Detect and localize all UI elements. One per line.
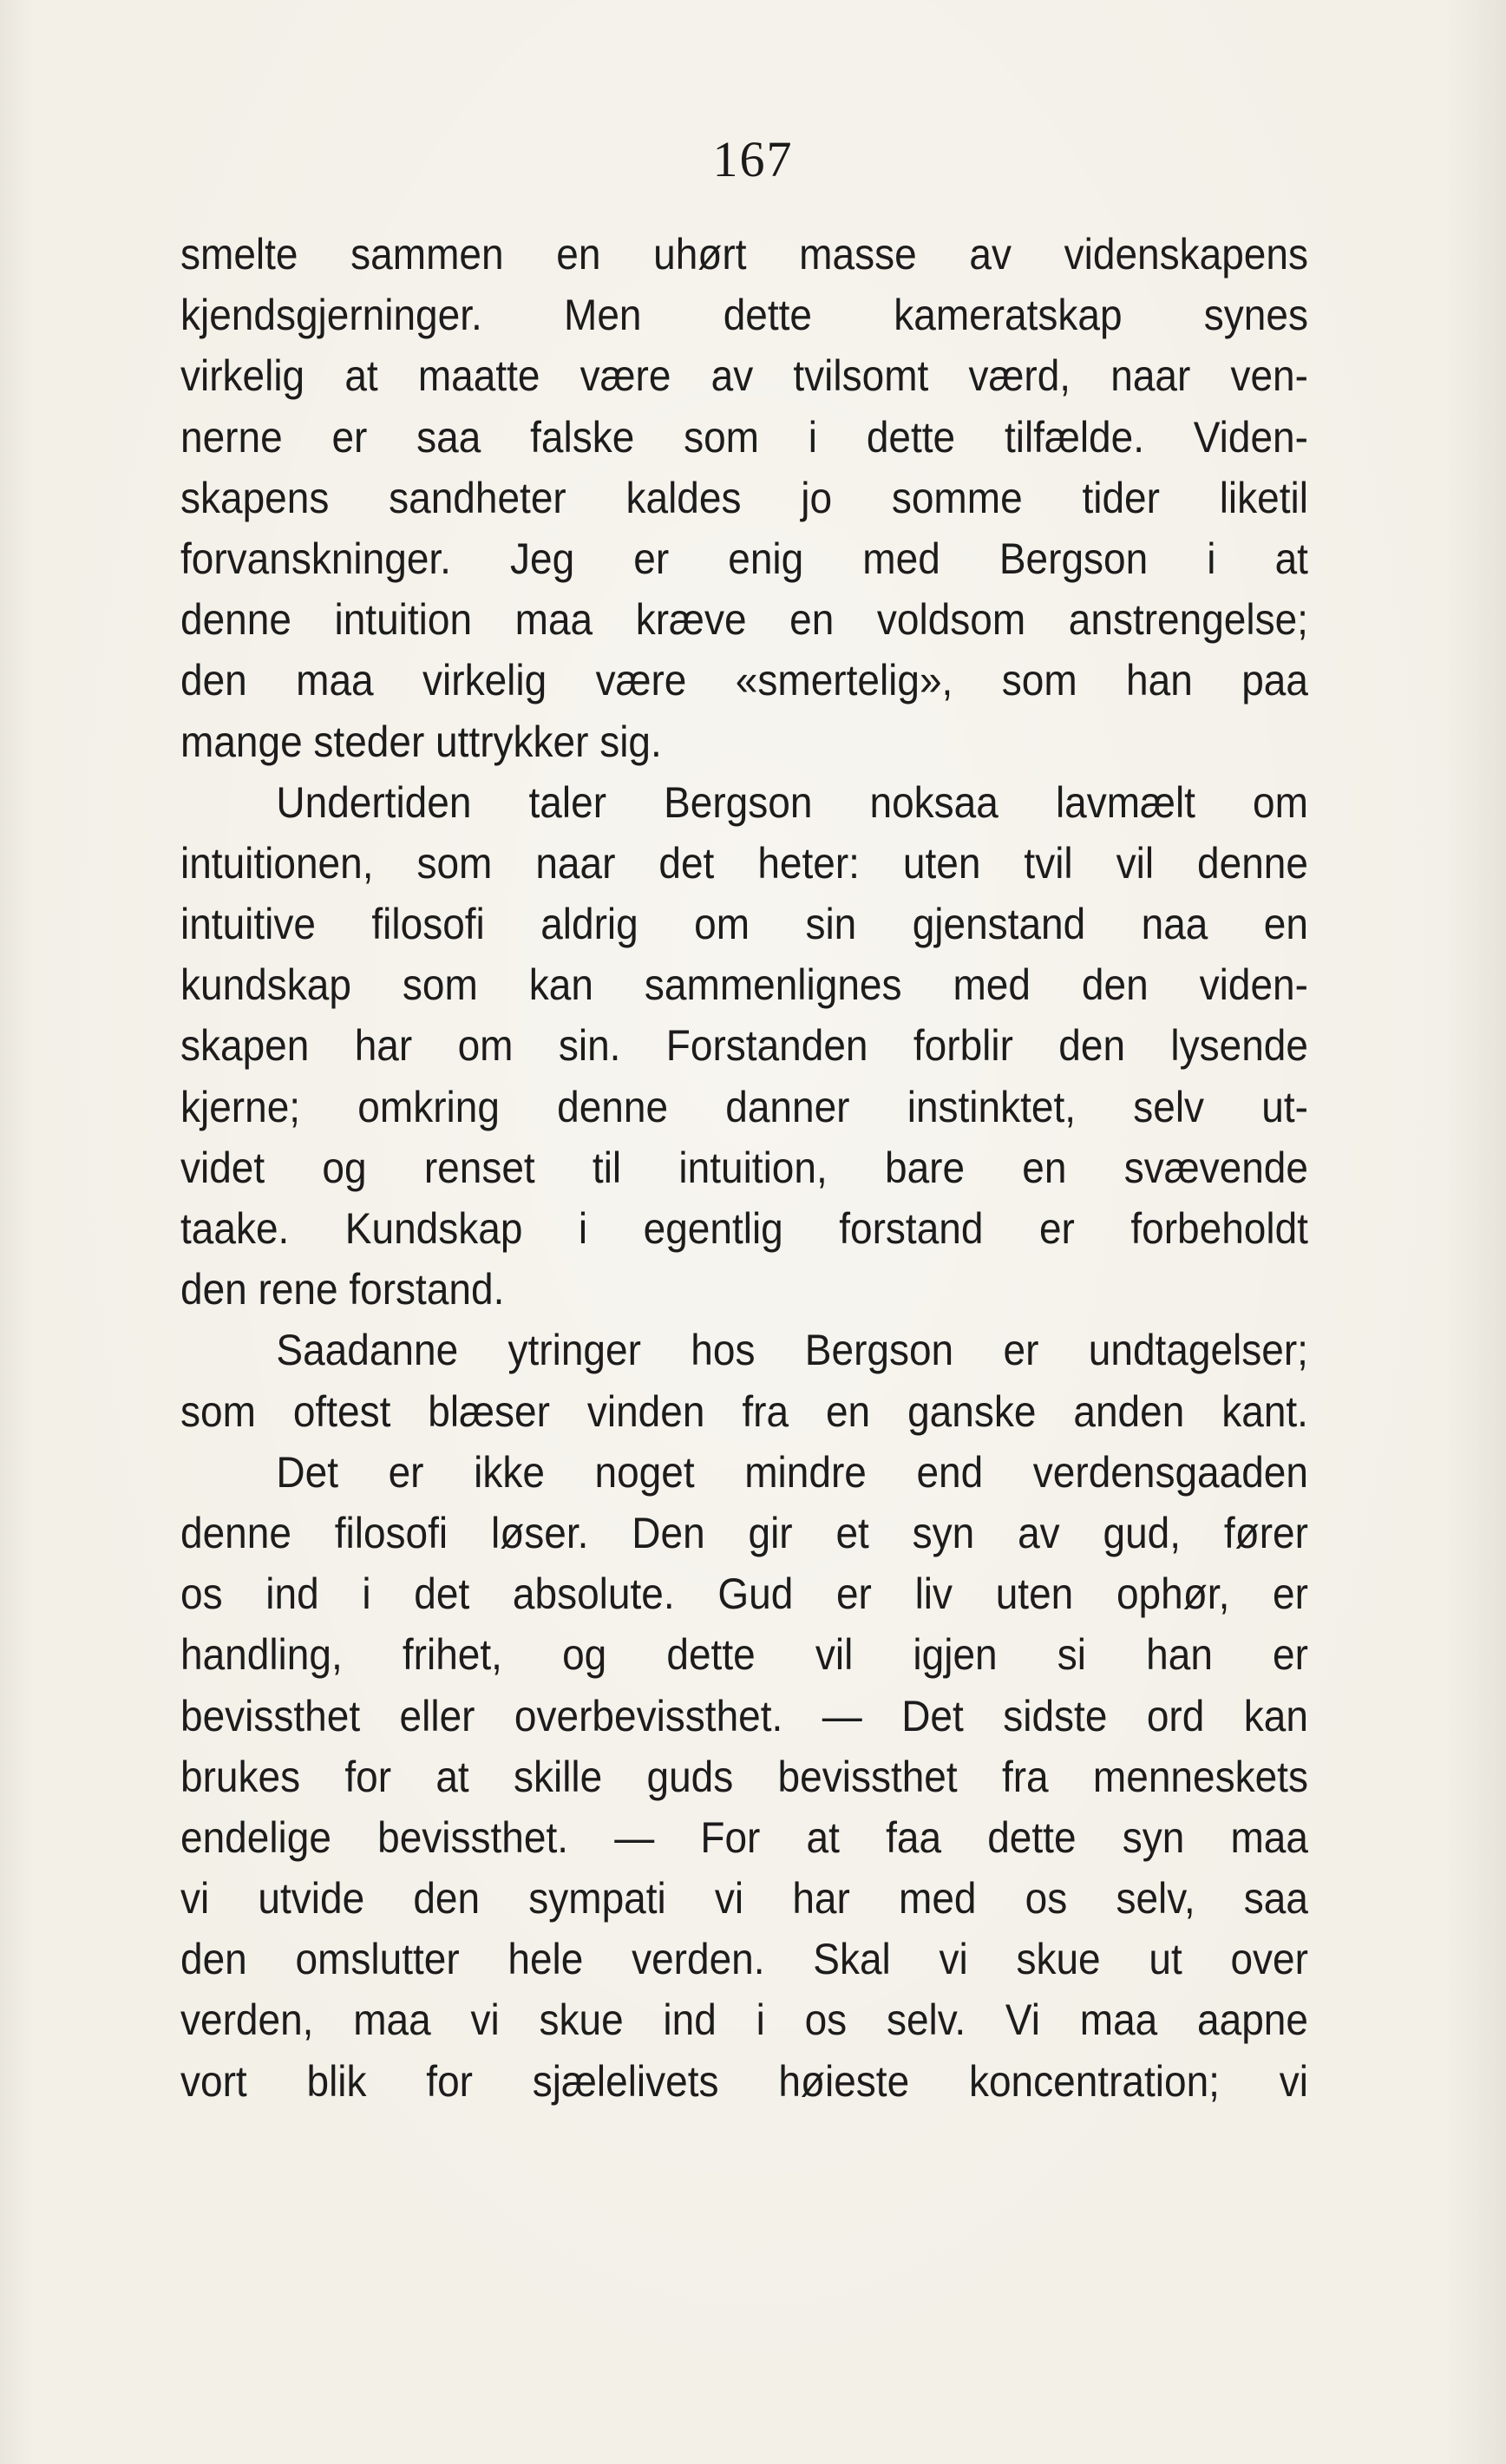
text-line: mange steder uttrykker sig.	[180, 717, 662, 766]
text-line: endelige bevissthet. — For at faa dette syn maa	[180, 1812, 1308, 1862]
text-line: kundskap som kan sammenlignes med den viden-	[180, 960, 1308, 1010]
text-line: kjerne; omkring denne danner instinktet, selv ut-	[180, 1082, 1308, 1131]
page-left-edge-shading	[0, 0, 35, 2464]
text-line: videt og renset til intuition, bare en svævende	[180, 1143, 1308, 1192]
text-line: skapen har om sin. Forstanden forblir den lysende	[180, 1021, 1308, 1071]
text-line: intuitionen, som naar det heter: uten tvil vil denne	[180, 838, 1308, 888]
text-line: smelte sammen en uhørt masse av videnskapens	[180, 230, 1308, 279]
text-line: denne filosofi løser. Den gir et syn av gud, fører	[180, 1508, 1308, 1557]
text-line: den maa virkelig være «smertelig», som han paa	[180, 656, 1308, 705]
body-text	[180, 224, 1308, 2112]
text-line: vort blik for sjælelivets høieste koncentration; vi	[180, 2056, 1308, 2106]
text-line: Saadanne ytringer hos Bergson er undtagelser;	[276, 1326, 1308, 1375]
text-line: forvanskninger. Jeg er enig med Bergson i at	[180, 534, 1308, 583]
text-line: brukes for at skille guds bevissthet fra menneskets	[180, 1752, 1308, 1801]
text-line: nerne er saa falske som i dette tilfælde. Viden-	[180, 412, 1308, 462]
text-line: denne intuition maa kræve en voldsom anstrengelse;	[180, 595, 1308, 645]
text-line: kjendsgjerninger. Men dette kameratskap synes	[180, 291, 1308, 340]
text-line: intuitive filosofi aldrig om sin gjenstand naa en	[180, 900, 1308, 949]
text-line: vi utvide den sympati vi har med os selv, saa	[180, 1874, 1308, 1923]
text-line: verden, maa vi skue ind i os selv. Vi maa aapne	[180, 1995, 1308, 2045]
text-line: skapens sandheter kaldes jo somme tider liketil	[180, 473, 1308, 522]
text-line: den omslutter hele verden. Skal vi skue ut over	[180, 1935, 1308, 1984]
text-line: Undertiden taler Bergson noksaa lavmælt om	[276, 777, 1308, 827]
text-line: virkelig at maatte være av tvilsomt værd, naar ven-	[180, 351, 1308, 401]
text-line: taake. Kundskap i egentlig forstand er forbeholdt	[180, 1204, 1308, 1253]
text-line: den rene forstand.	[180, 1265, 505, 1314]
page-number: 167	[712, 131, 794, 187]
text-line: som oftest blæser vinden fra en ganske anden kant.	[180, 1386, 1308, 1436]
text-line: bevissthet eller overbevissthet. — Det sidste ord kan	[180, 1691, 1308, 1740]
page-right-edge-shading	[1445, 0, 1506, 2464]
text-line: handling, frihet, og dette vil igjen si han er	[180, 1630, 1308, 1680]
text-line: os ind i det absolute. Gud er liv uten ophør, er	[180, 1569, 1308, 1619]
text-line: Det er ikke noget mindre end verdensgaaden	[276, 1447, 1308, 1497]
